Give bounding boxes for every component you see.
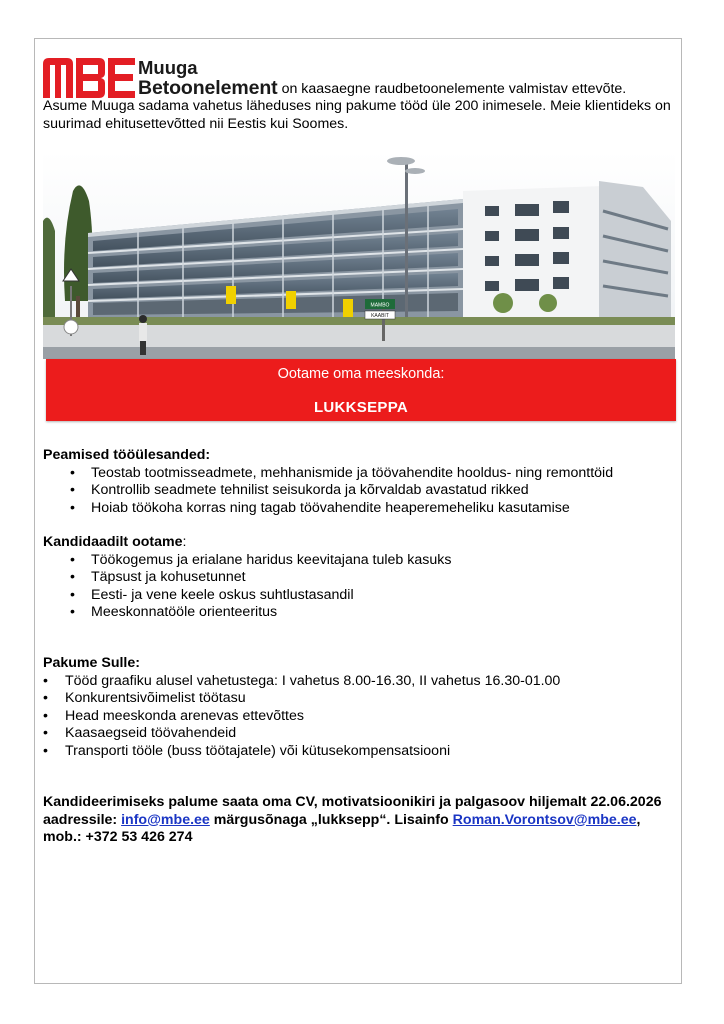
- offer-title: Pakume Sulle:: [43, 655, 140, 671]
- mbe-logo-icon: [43, 56, 135, 98]
- sign-text-2: KAABIT: [371, 313, 389, 319]
- requirements-list: [43, 552, 675, 622]
- requirement-item: • Töökogemus ja erialane haridus keevitajana tuleb kasuks: [43, 552, 675, 570]
- offer-item: • Head meeskonda arenevas ettevõttes: [43, 708, 675, 726]
- requirement-item: • Eesti- ja vene keele oskus suhtlustasandil: [43, 587, 675, 605]
- company-logo: [43, 56, 278, 98]
- duties-list: [43, 465, 675, 518]
- duty-item: • Hoiab töökoha korras ning tagab töövahendite heaperemeheliku kasutamise: [43, 500, 675, 518]
- sign-text-1: MAMBO: [370, 302, 390, 309]
- banner-subtitle: Ootame oma meeskonda:: [277, 366, 445, 382]
- email-link-contact[interactable]: Roman.Vorontsov@mbe.ee: [452, 811, 637, 828]
- duty-item: • Teostab tootmisseadmete, mehhanismide ja töövahendite hooldus- ning remonttöid: [43, 465, 675, 483]
- requirements-title: Kandidaadilt ootame:: [43, 534, 187, 550]
- hiring-banner: [46, 359, 676, 421]
- intro-text: Asume Muuga sadama vahetus läheduses ning pakume tööd üle 200 inimesele. Meie klientideks on suurimad ehitusettevõtted nii Eestis kui Soomes.: [43, 98, 671, 132]
- job-title: LUKKSEPPA: [313, 399, 409, 416]
- intro-block: [43, 56, 675, 133]
- offer-item: • Transporti tööle (buss töötajatele) või kütusekompensatsiooni: [43, 743, 675, 761]
- requirement-item: • Meeskonnatööle orienteeritus: [43, 604, 675, 622]
- requirements-section: [43, 534, 675, 622]
- duties-section: [43, 447, 675, 517]
- email-link-info[interactable]: info@mbe.ee: [121, 811, 210, 828]
- offer-item: • Tööd graafiku alusel vahetustega: I vahetus 8.00-16.30, II vahetus 16.30-01.00: [43, 673, 675, 691]
- duty-item: • Kontrollib seadmete tehnilist seisukorda ja kõrvaldab avastatud rikked: [43, 482, 675, 500]
- offer-list: [43, 673, 675, 761]
- building-photo: [43, 151, 675, 359]
- company-name-line1: Muuga: [138, 57, 198, 78]
- intro-tail: on kaasaegne raudbetoonelemente valmistav ettevõte.: [281, 81, 627, 97]
- offer-item: • Konkurentsivõimelist töötasu: [43, 690, 675, 708]
- offer-section: [43, 655, 675, 760]
- application-instructions: Kandideerimiseks palume saata oma CV, motivatsioonikiri ja palgasoov hiljemalt 22.06.2026 aadressile: info@mbe.ee märgusõnaga „lukksepp“. Lisainfo Roman.Vorontsov@mbe.ee, mob.: +372 53 426 274: [43, 794, 662, 845]
- offer-item: • Kaasaegseid töövahendeid: [43, 725, 675, 743]
- duties-title: Peamised tööülesanded:: [43, 447, 211, 463]
- company-name-line2: Betoonelement: [138, 77, 278, 99]
- requirement-item: • Täpsust ja kohusetunnet: [43, 569, 675, 587]
